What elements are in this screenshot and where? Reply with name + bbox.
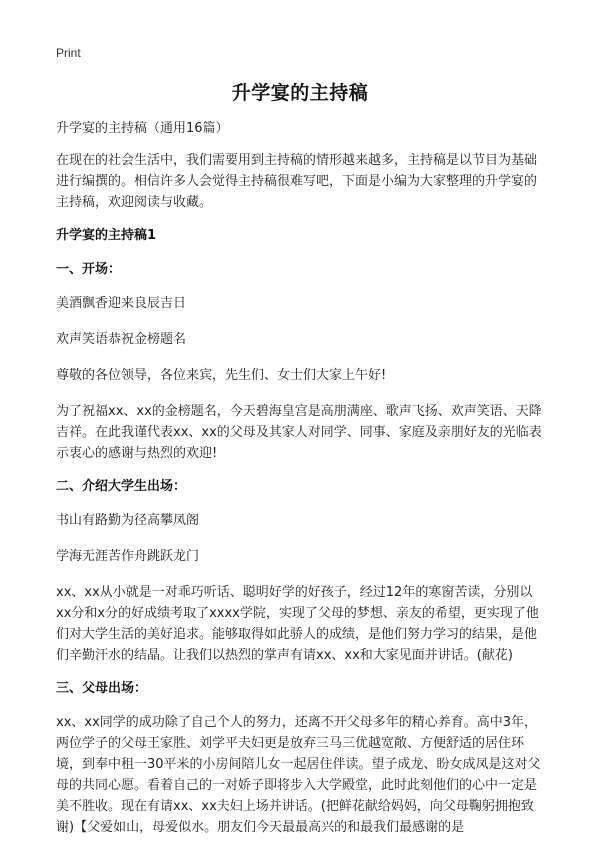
part1-verse-1: 美酒飘香迎来良辰吉日 [56,296,187,311]
part1-verse-2: 欢声笑语恭祝金榜题名 [56,332,187,347]
part2-paragraph: xx、xx从小就是一对乖巧听话、聪明好学的好孩子，经过12年的寒窗苦读，分别以xx分和x分的好成绩考取了xxxx学院，实现了父母的梦想、亲友的希望，更实现了他们对大学生活的美好追求。能够取得如此骄人的成绩，是他们努力学习的结果，是他们辛勤汗水的结晶。让我们以热烈的掌声有请xx、xx和大家见面并讲话。(献花) [56,585,539,663]
part3-heading: 三、父母出场： [56,681,148,696]
document-subtitle: 升学宴的主持稿（通用16篇） [56,121,229,136]
print-link[interactable]: Print [56,46,81,60]
section-title: 升学宴的主持稿1 [56,228,157,243]
part1-heading: 一、开场： [56,262,122,277]
document-title: 升学宴的主持稿 [231,82,369,104]
part2-heading: 二、介绍大学生出场： [56,479,187,494]
part3-paragraph: xx、xx同学的成功除了自己个人的努力，还离不开父母多年的精心养育。高中3年，两位学子的父母王家胜、刘学平夫妇更是放弃三马三优越宽敞、方便舒适的居住环境，到奉中租一30平米的小房间陪儿女一起居住伴读。望子成龙、盼女成凤是这对父母的共同心愿。看着自己的一对娇子即将步入大学殿堂，此时此刻他们的心中一定是美不胜收。现在有请xx、xx夫妇上场并讲话。(把鲜花献给妈妈，向父母鞠躬拥抱致谢)【父爱如山，母爱似水。朋友们今天最最高兴的和最我们最感谢的是 [56,715,541,835]
part1-greeting: 尊敬的各位领导，各位来宾，先生们、女士们大家上午好! [56,368,387,383]
intro-paragraph: 在现在的社会生活中，我们需要用到主持稿的情形越来越多，主持稿是以节目为基础进行编撰的。相信许多人会觉得主持稿很难写吧，下面是小编为大家整理的升学宴的主持稿，欢迎阅读与收藏。 [56,153,538,210]
part1-paragraph: 为了祝福xx、xx的金榜题名，今天碧海皇宫是高朋满座、歌声飞扬、欢声笑语、天降吉祥。在此我谨代表xx、xx的父母及其家人对同学、同事、家庭及亲朋好友的光临表示衷心的感谢与热烈的欢迎! [56,404,542,461]
part2-verse-1: 书山有路勤为径高攀凤阁 [56,513,200,528]
document-body [56,118,546,850]
part2-verse-2: 学海无涯苦作舟跳跃龙门 [56,549,200,564]
